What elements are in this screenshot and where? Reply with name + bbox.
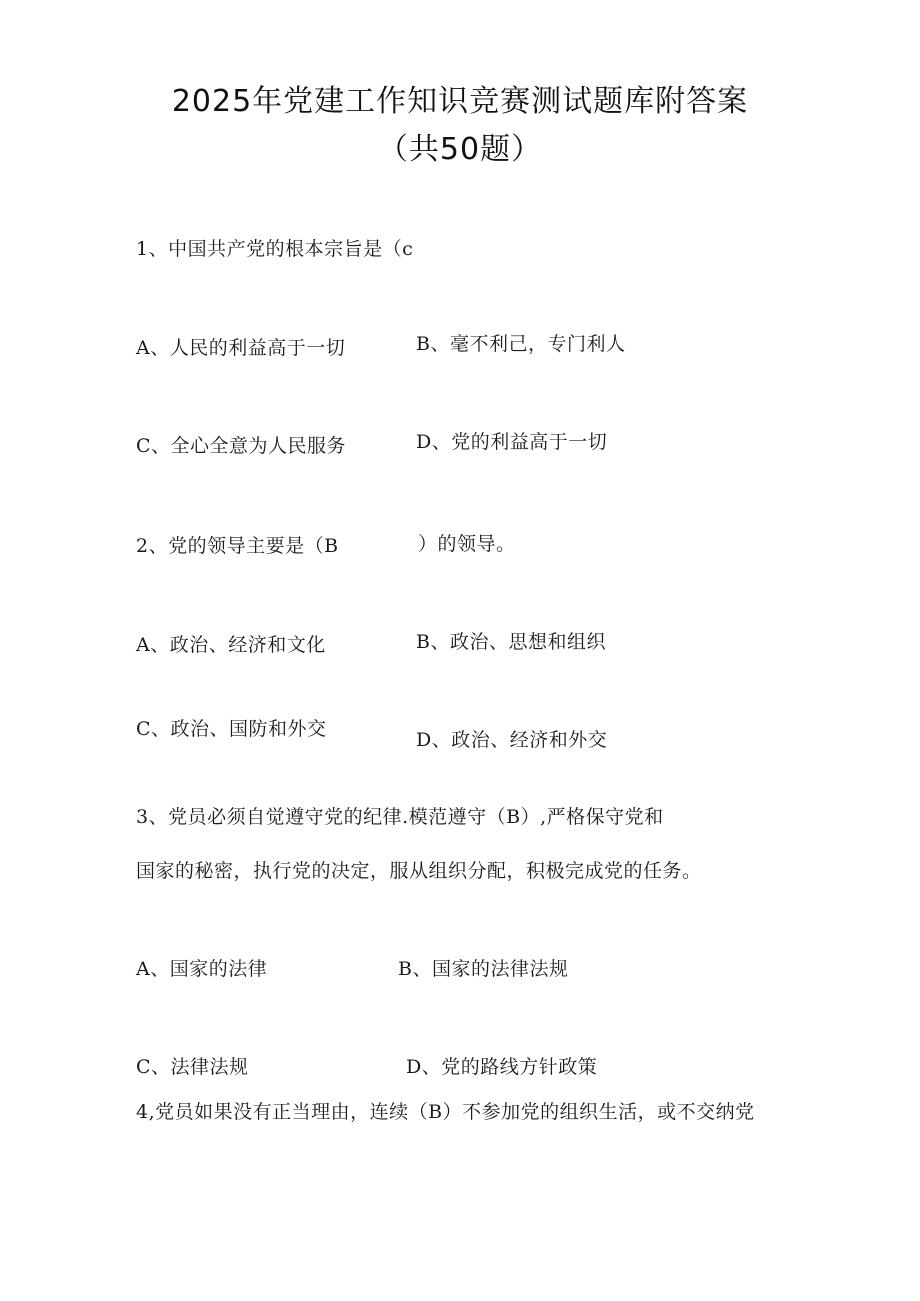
question-1-option-a: A、人民的利益高于一切 xyxy=(136,337,346,359)
question-4-stem: 4,党员如果没有正当理由，连续（B）不参加党的组织生活，或不交纳党 xyxy=(136,1101,755,1123)
question-3-stem-line-2: 国家的秘密，执行党的决定，服从组织分配，积极完成党的任务。 xyxy=(136,860,702,882)
question-3-option-d: D、党的路线方针政策 xyxy=(406,1056,598,1078)
question-2-option-d xyxy=(416,725,608,751)
question-1-option-b: B、毫不利己，专门利人 xyxy=(416,333,626,355)
question-2-option-a: A、政治、经济和文化 xyxy=(136,634,326,656)
question-3-option-a: A、国家的法律 xyxy=(136,958,268,980)
question-3-option-c: C、法律法规 xyxy=(136,1056,249,1078)
question-3-stem-line-1: 3、党员必须自觉遵守党的纪律.模范遵守（B）,严格保守党和 xyxy=(136,806,664,828)
document-title: 2025年党建工作知识竞赛测试题库附答案 xyxy=(171,84,749,119)
question-1-stem: 1、中国共产党的根本宗旨是（c xyxy=(136,238,414,260)
document-subtitle: （共50题） xyxy=(377,132,543,167)
question-2-option-c: C、政治、国防和外交 xyxy=(136,718,327,740)
question-1-option-c: C、全心全意为人民服务 xyxy=(136,435,347,457)
question-2-option-d-text: D、政治、经济和外交 xyxy=(416,729,608,751)
question-2-stem-tail: ）的领导。 xyxy=(418,533,516,555)
question-2-option-b: B、政治、思想和组织 xyxy=(416,631,606,653)
question-2-stem: 2、党的领导主要是（B xyxy=(136,535,339,557)
question-3-option-b: B、国家的法律法规 xyxy=(398,958,569,980)
question-1-option-d: D、党的利益高于一切 xyxy=(416,431,608,453)
